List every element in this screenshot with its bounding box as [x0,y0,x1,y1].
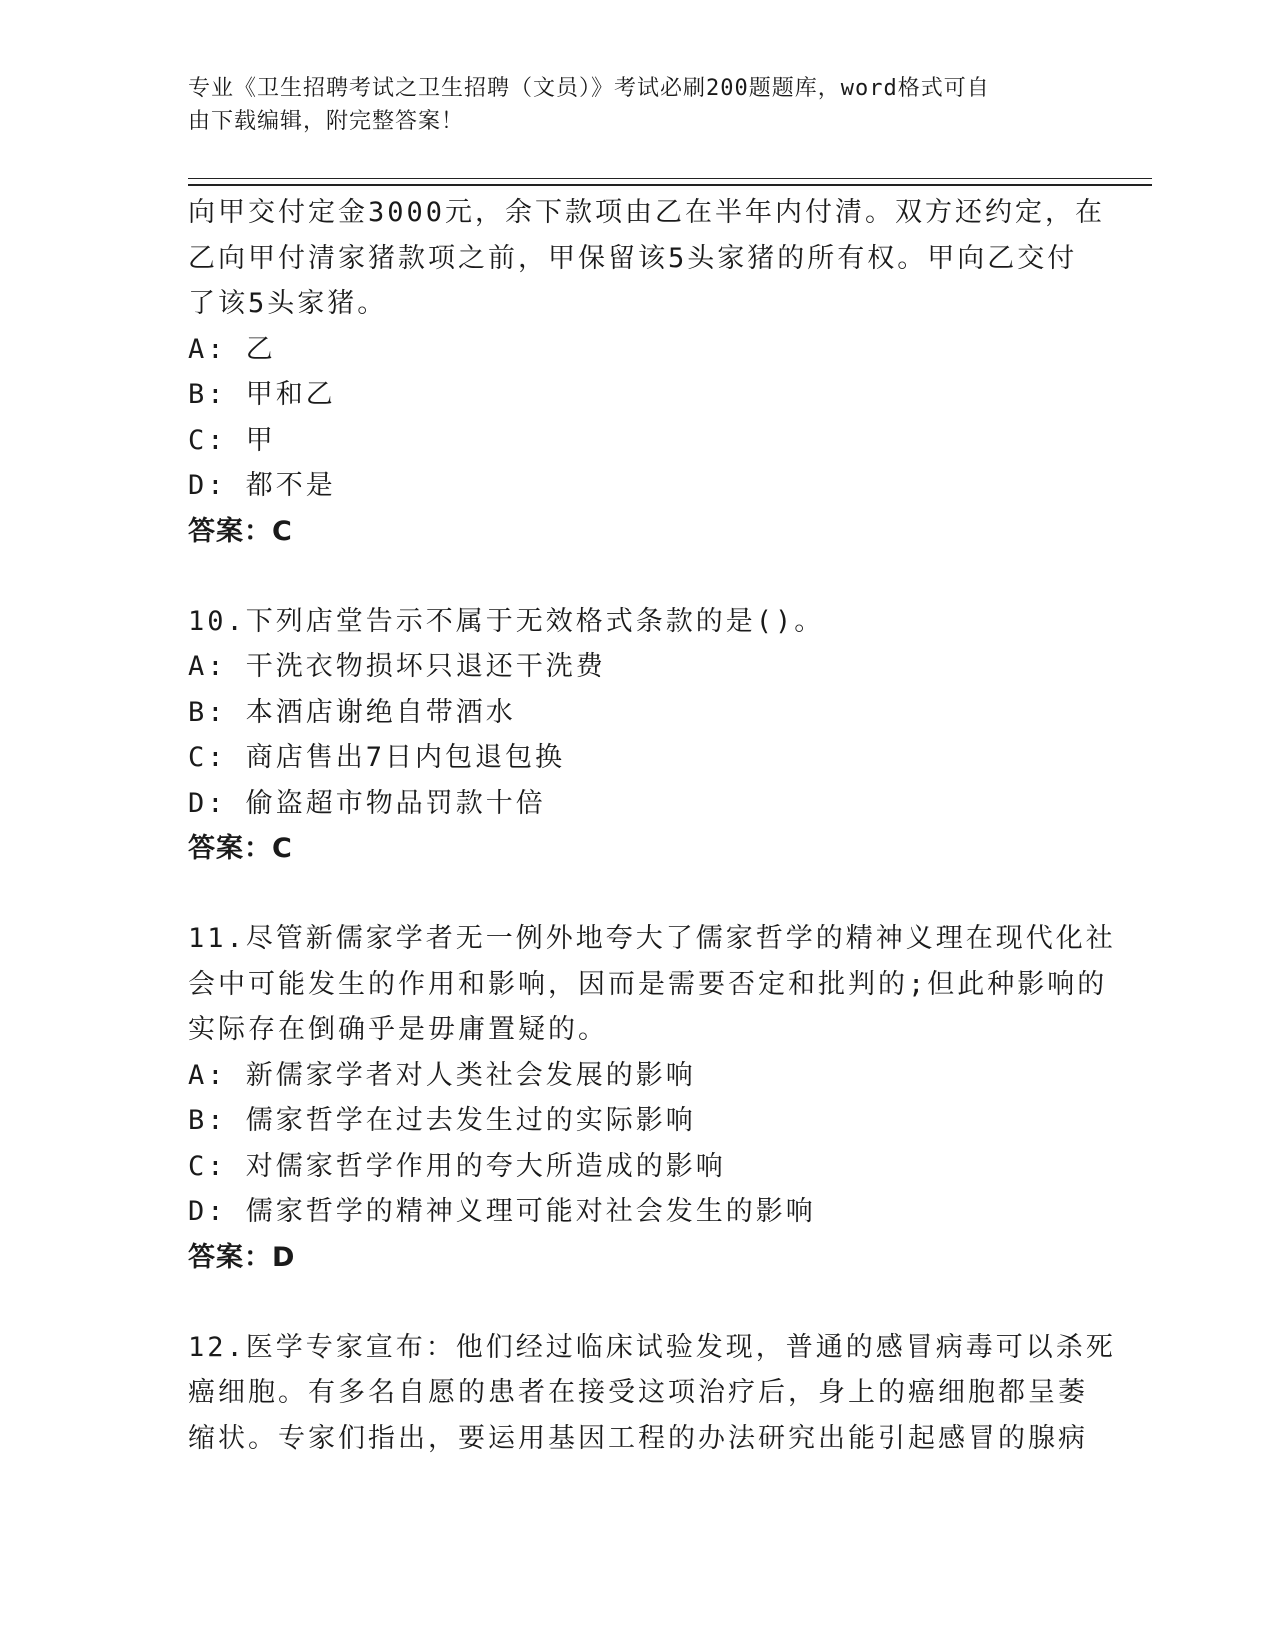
question-12 [188,1325,1116,1462]
option-c: C: 商店售出7日内包退包换 [188,742,566,773]
header-divider-thick [188,184,1152,186]
option-b: B: 本酒店谢绝自带酒水 [188,696,516,728]
option-d: D: 儒家哲学的精神义理可能对社会发生的影响 [188,1196,816,1227]
header-divider-thin [188,178,1152,179]
question-text-line: 缩状。专家们指出，要运用基因工程的办法研究出能引起感冒的腺病 [188,1422,1088,1454]
option-c: C: 甲 [188,424,276,456]
spacer [188,1281,1088,1325]
option-a: A: 干洗衣物损坏只退还干洗费 [188,651,606,682]
question-text-line: 10.下列店堂告示不属于无效格式条款的是()。 [188,605,825,637]
question-9 [188,190,1106,555]
option-a: A: 乙 [188,333,276,365]
answer-line: 答案：C [188,515,293,547]
question-text-line: 12.医学专家宣布：他们经过临床试验发现，普通的感冒病毒可以杀死 [188,1331,1116,1363]
option-c: C: 对儒家哲学作用的夸大所造成的影响 [188,1150,726,1182]
header-line-2: 由下载编辑，附完整答案！ [188,109,465,134]
document-header [188,72,1068,138]
option-b: B: 甲和乙 [188,379,336,410]
option-a: A: 新儒家学者对人类社会发展的影响 [188,1059,696,1091]
question-list [188,190,1116,1461]
question-text-line: 了该5头家猪。 [188,288,388,319]
answer-line: 答案：C [188,833,293,864]
spacer [188,872,1088,916]
answer-line: 答案：D [188,1241,296,1273]
question-text-line: 实际存在倒确乎是毋庸置疑的。 [188,1014,608,1045]
question-text-line: 11.尽管新儒家学者无一例外地夸大了儒家哲学的精神义理在现代化社 [188,923,1116,954]
question-text-line: 会中可能发生的作用和影响，因而是需要否定和批判的;但此种影响的 [188,968,1108,1000]
question-text-line: 乙向甲付清家猪款项之前，甲保留该5头家猪的所有权。甲向乙交付 [188,242,1078,274]
question-10 [188,599,1088,873]
option-b: B: 儒家哲学在过去发生过的实际影响 [188,1105,696,1136]
question-text-line: 癌细胞。有多名自愿的患者在接受这项治疗后，身上的癌细胞都呈萎 [188,1377,1088,1408]
option-d: D: 都不是 [188,470,336,501]
spacer [188,555,1088,599]
option-d: D: 偷盗超市物品罚款十倍 [188,787,546,819]
header-line-1: 专业《卫生招聘考试之卫生招聘（文员）》考试必刷200题题库，word格式可自 [188,76,990,101]
question-text-line: 向甲交付定金3000元，余下款项由乙在半年内付清。双方还约定，在 [188,197,1106,228]
question-11 [188,916,1116,1281]
